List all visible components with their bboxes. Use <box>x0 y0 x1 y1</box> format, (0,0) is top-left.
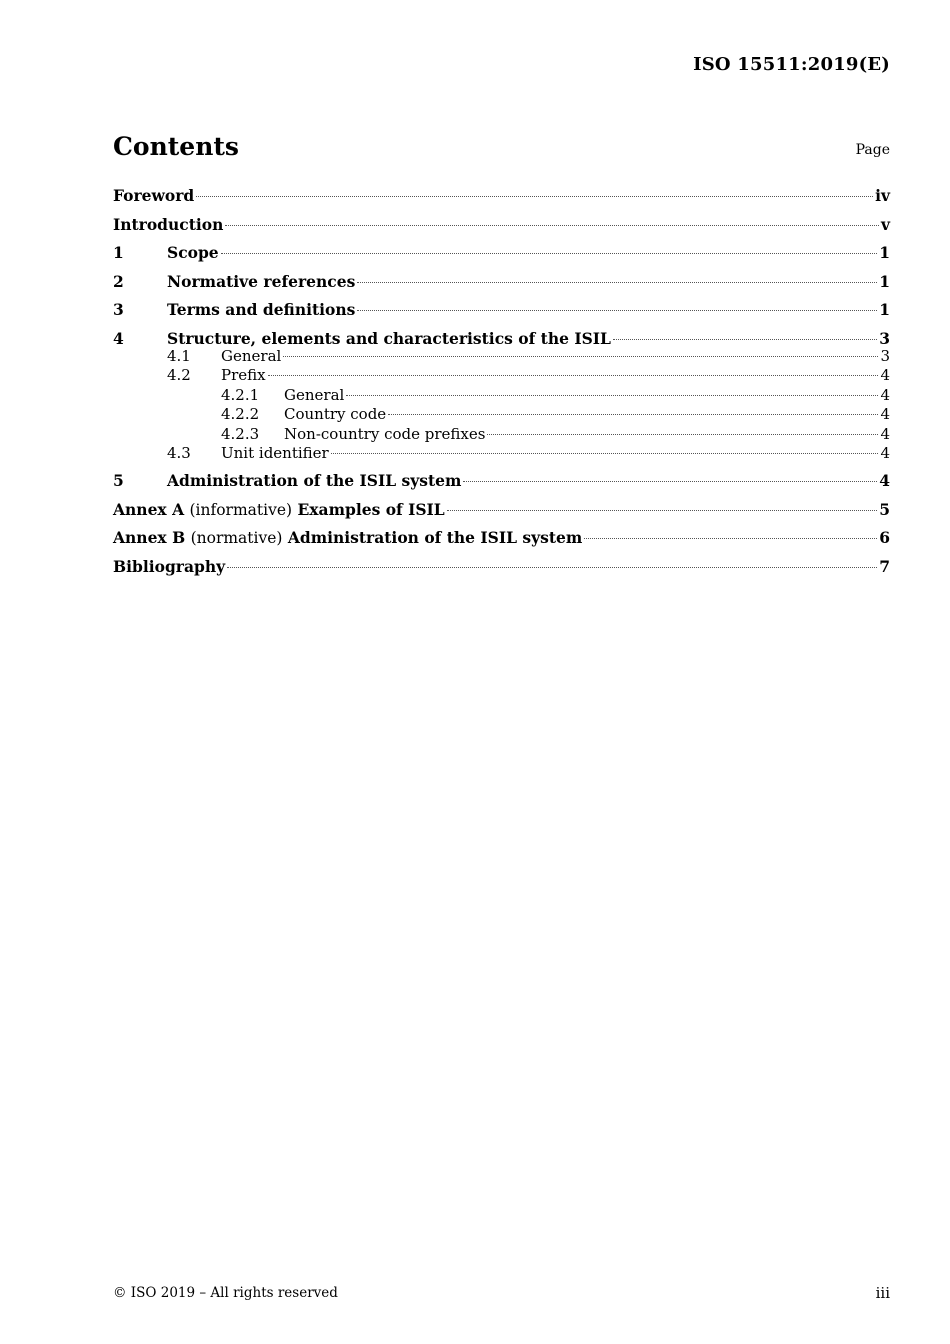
toc-entry-page: 4 <box>880 405 890 423</box>
dot-leader <box>463 481 877 482</box>
toc-entry-title: General <box>284 385 345 404</box>
toc-entry-page: 1 <box>879 300 890 319</box>
toc-entry-bibliography[interactable] <box>113 555 890 584</box>
toc-entry-title: General <box>221 346 282 365</box>
annex-kind: (informative) <box>189 500 293 519</box>
dot-leader <box>487 434 878 435</box>
toc-entry-title <box>113 526 582 550</box>
dot-leader <box>225 225 879 226</box>
toc-entry-page: 3 <box>879 328 890 348</box>
toc-entry-title <box>113 498 445 522</box>
toc-entry-page: 1 <box>879 271 890 291</box>
annex-title: Administration of the ISIL system <box>287 528 583 547</box>
dot-leader <box>268 375 879 376</box>
dot-leader <box>357 310 877 311</box>
toc-entry-page: 4 <box>879 471 890 490</box>
toc-entry-4-2-3-non-country-code-prefixes[interactable] <box>113 425 890 445</box>
toc-entry-title: Non-country code prefixes <box>284 424 486 443</box>
toc-entry-page: 4 <box>880 444 890 462</box>
toc-entry-foreword[interactable] <box>113 184 890 213</box>
dot-leader <box>331 453 879 454</box>
page-number: iii <box>875 1284 890 1302</box>
toc-entry-normative-references[interactable] <box>113 270 890 299</box>
toc-entry-4-3-unit-identifier[interactable] <box>113 444 890 469</box>
toc-entry-page: 3 <box>880 346 890 365</box>
toc-entry-number: 4.2 <box>167 366 191 384</box>
dot-leader <box>196 196 873 197</box>
dot-leader <box>613 339 877 340</box>
toc-entry-number: 4.2.3 <box>221 424 260 443</box>
dot-leader <box>388 414 878 415</box>
toc-entry-number: 5 <box>113 471 124 490</box>
table-of-contents <box>113 184 890 583</box>
toc-entry-structure[interactable] <box>113 327 890 347</box>
toc-entry-number: 4.2.2 <box>221 405 260 423</box>
toc-entry-number: 1 <box>113 243 124 262</box>
toc-entry-title: Structure, elements and characteristics of the ISIL <box>167 328 611 348</box>
toc-entry-page: v <box>880 214 890 234</box>
toc-entry-4-2-2-country-code[interactable] <box>113 405 890 425</box>
dot-leader <box>221 253 878 254</box>
toc-entry-page: 6 <box>879 528 890 547</box>
toc-entry-title: Foreword <box>113 186 195 205</box>
toc-entry-title: Unit identifier <box>221 444 329 462</box>
toc-entry-title: Scope <box>167 243 219 262</box>
toc-entry-number: 4.1 <box>167 346 191 365</box>
toc-entry-title: Prefix <box>221 366 266 384</box>
toc-entry-number: 3 <box>113 300 124 319</box>
toc-entry-page: 4 <box>880 424 890 443</box>
dot-leader <box>346 395 878 396</box>
toc-entry-title: Administration of the ISIL system <box>167 471 462 490</box>
toc-entry-number: 4.3 <box>167 444 191 462</box>
toc-entry-page: iv <box>875 186 890 205</box>
toc-entry-page: 7 <box>879 556 890 576</box>
dot-leader <box>584 538 877 539</box>
annex-title: Examples of ISIL <box>297 499 445 519</box>
toc-entry-terms-and-definitions[interactable] <box>113 298 890 327</box>
toc-entry-4-2-prefix[interactable] <box>113 366 890 386</box>
toc-entry-scope[interactable] <box>113 241 890 270</box>
toc-entry-title: Country code <box>284 405 387 423</box>
copyright-notice: © ISO 2019 – All rights reserved <box>113 1285 338 1301</box>
toc-entry-4-1-general[interactable] <box>113 347 890 367</box>
toc-entry-number: 4.2.1 <box>221 385 260 404</box>
dot-leader <box>447 510 878 511</box>
toc-entry-title: Terms and definitions <box>167 300 356 319</box>
toc-entry-page: 1 <box>879 243 890 262</box>
contents-heading: Contents <box>113 132 240 161</box>
toc-entry-page: 4 <box>880 366 890 384</box>
toc-entry-page: 4 <box>880 385 890 404</box>
toc-entry-4-2-1-general[interactable] <box>113 386 890 406</box>
toc-entry-page: 5 <box>879 499 890 519</box>
dot-leader <box>357 282 877 283</box>
document-identifier: ISO 15511:2019(E) <box>693 54 890 75</box>
toc-entry-introduction[interactable] <box>113 213 890 242</box>
toc-entry-number: 2 <box>113 271 124 291</box>
toc-entry-title: Bibliography <box>113 556 226 576</box>
dot-leader <box>283 356 878 357</box>
toc-entry-administration[interactable] <box>113 469 890 498</box>
dot-leader <box>227 567 877 568</box>
toc-entry-number: 4 <box>113 328 124 348</box>
annex-label: Annex A <box>113 499 185 519</box>
toc-entry-annex-b[interactable] <box>113 526 890 555</box>
annex-label: Annex B <box>113 528 186 547</box>
page-column-label: Page <box>855 142 890 158</box>
toc-entry-title: Normative references <box>167 271 356 291</box>
toc-entry-annex-a[interactable] <box>113 498 890 527</box>
annex-kind: (normative) <box>190 529 283 547</box>
toc-entry-title: Introduction <box>113 214 224 234</box>
